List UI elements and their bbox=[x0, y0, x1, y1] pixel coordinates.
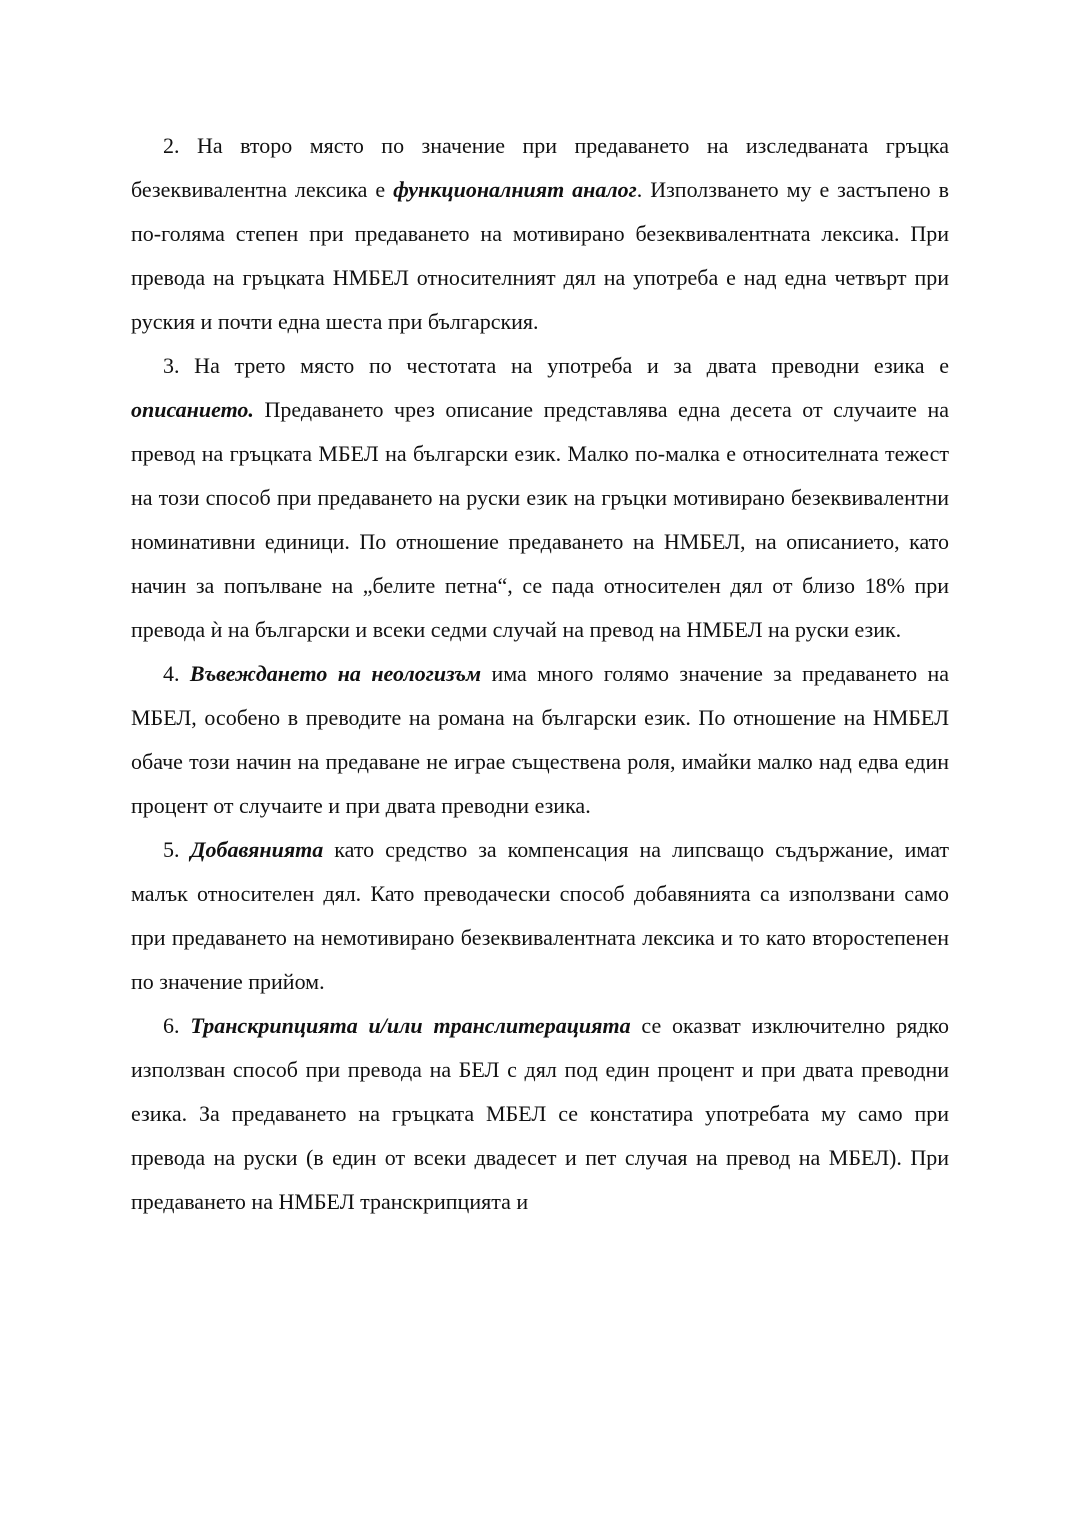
document-page bbox=[131, 124, 949, 1224]
paragraph-4-emphasis: Въвеждането на неологизъм bbox=[189, 661, 482, 686]
paragraph-3-emphasis: описанието. bbox=[131, 397, 254, 422]
paragraph-2 bbox=[131, 124, 949, 344]
paragraph-6-text-after: се оказват изключително рядко използван способ при превода на БЕЛ с дял под един процент и при двата преводни езика. За предаването на гръцката МБЕЛ се констатира употребата му само при превода на руски (в един от всеки двадесет и пет случая на превод на МБЕЛ). При предаването на НМБЕЛ транскрипцията и bbox=[131, 1013, 949, 1214]
paragraph-6-text-before: 6. bbox=[163, 1013, 191, 1038]
paragraph-2-text-before: 2. На второ място по значение при предаването на изследваната гръцка безеквивалентна лексика е bbox=[131, 133, 949, 202]
paragraph-5-text-before: 5. bbox=[163, 837, 191, 862]
paragraph-2-emphasis: функционалният аналог bbox=[393, 177, 637, 202]
paragraph-6 bbox=[131, 1004, 949, 1224]
paragraph-5 bbox=[131, 828, 949, 1004]
paragraph-5-emphasis: Добавянията bbox=[190, 837, 324, 862]
paragraph-6-emphasis: Транскрипцията и/или транслитерацията bbox=[190, 1013, 631, 1038]
paragraph-3 bbox=[131, 344, 949, 652]
paragraph-2-text-after: . Използването му е застъпено в по-голяма степен при предаването на мотивирано безеквивалентната лексика. При превода на гръцката НМБЕЛ относителният дял на употреба е над една четвърт при руския и почти една шеста при българския. bbox=[131, 177, 949, 334]
paragraph-3-text-before: 3. На трето място по честотата на употреба и за двата преводни езика е bbox=[163, 353, 949, 378]
paragraph-4-text-before: 4. bbox=[163, 661, 190, 686]
paragraph-4 bbox=[131, 652, 949, 828]
paragraph-4-text-after: има много голямо значение за предаването на МБЕЛ, особено в преводите на романа на български език. По отношение на НМБЕЛ обаче този начин на предаване не играе съществена роля, имайки малко над едва един процент от случаите и при двата преводни езика. bbox=[131, 661, 950, 818]
paragraph-3-text-after: Предаването чрез описание представлява една десета от случаите на превод на гръцката МБЕЛ на български език. Малко по-малка е относителната тежест на този способ при предаването на руски език на гръцки мотивирано безеквивалентни номинативни единици. По отношение предаването на НМБЕЛ, на описанието, като начин за попълване на „белите петна“, се пада относителен дял от близо 18% при превода ѝ на български и всеки седми случай на превод на НМБЕЛ на руски език. bbox=[131, 397, 949, 642]
paragraph-5-text-after: като средство за компенсация на липсващо съдържание, имат малък относителен дял. Като преводачески способ добавянията са използвани само при предаването на немотивирано безеквивалентната лексика и то като второстепенен по значение прийом. bbox=[131, 837, 950, 994]
